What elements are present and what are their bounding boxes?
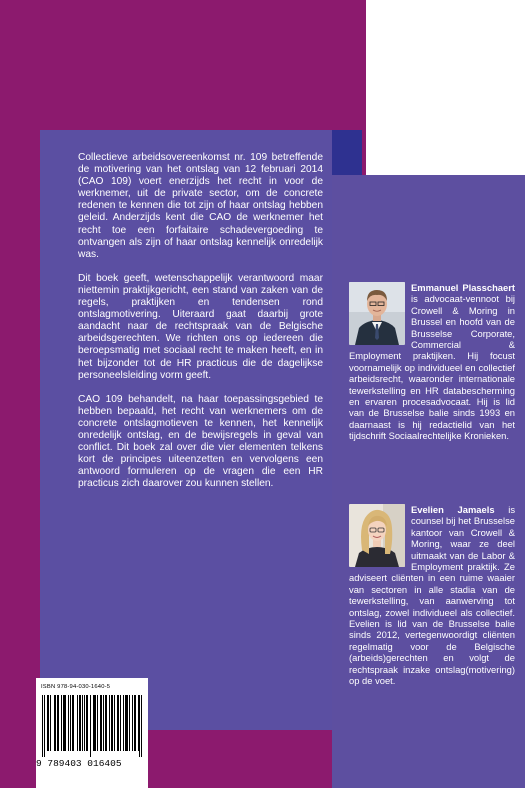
barcode-bar xyxy=(117,695,118,751)
barcode-bar xyxy=(64,695,65,751)
barcode-bar xyxy=(44,695,45,757)
barcode-bar xyxy=(103,695,104,751)
barcode-bar xyxy=(63,695,64,751)
top-right-white-area xyxy=(366,0,525,130)
barcode-bar xyxy=(90,695,91,757)
barcode-bar xyxy=(134,695,135,751)
barcode-bar xyxy=(80,695,81,751)
barcode-bar xyxy=(139,695,140,757)
blurb-paragraph-2: Dit boek geeft, wetenschappelijk verantwoord maar niettemin praktijkgericht, een stand van zaken van de regels, praktijken en tendensen rond ontslagmotivering. Uiteraard gaat daarbij grote aandacht naar de rechtspraak van de Belgische arbeidsgerechten. We richten ons op iedereen die beroepsmatig met sociaal recht te maken heeft, en in het bijzonder tot de HR practicus die de dagelijkse personeelsleiding vorm geeft. xyxy=(78,272,323,381)
barcode-bar xyxy=(106,695,107,751)
barcode-bar xyxy=(58,695,59,751)
barcode-bar xyxy=(97,695,98,751)
barcode-bar xyxy=(61,695,62,751)
barcode-bar xyxy=(111,695,112,751)
barcode-bar xyxy=(93,695,94,751)
isbn-barcode-label xyxy=(36,678,148,788)
barcode-bar xyxy=(65,695,66,751)
barcode-bar xyxy=(70,695,71,751)
barcode-bar xyxy=(109,695,110,751)
ean-digits: 9 789403 016405 xyxy=(36,758,122,769)
barcode-icon xyxy=(40,695,144,757)
barcode-bar xyxy=(125,695,126,751)
barcode-bar xyxy=(101,695,102,751)
barcode-bar xyxy=(126,695,127,751)
barcode-bar xyxy=(95,695,96,751)
barcode-bar xyxy=(112,695,113,751)
barcode-bar xyxy=(86,695,87,751)
isbn-text: ISBN 978-94-030-1640-5 xyxy=(41,684,111,690)
author-photo-man xyxy=(349,282,405,345)
barcode-bar xyxy=(82,695,83,751)
barcode-bar xyxy=(42,695,43,757)
barcode-bar xyxy=(57,695,58,751)
author-bio-jamaels xyxy=(349,504,515,687)
barcode-bar xyxy=(94,695,95,751)
barcode-bar xyxy=(73,695,74,751)
barcode-bar xyxy=(132,695,133,751)
barcode-bar xyxy=(114,695,115,751)
barcode-bar xyxy=(84,695,85,751)
back-cover-blurb xyxy=(78,152,323,502)
barcode-bar xyxy=(123,695,124,751)
barcode-bar xyxy=(127,695,128,751)
barcode-bar xyxy=(47,695,48,751)
barcode-bar xyxy=(50,695,51,751)
barcode-bar xyxy=(135,695,136,751)
barcode-bar xyxy=(129,695,130,751)
barcode-bar xyxy=(100,695,101,751)
author-name: Evelien Jamaels xyxy=(411,504,495,515)
barcode-bar xyxy=(87,695,88,751)
barcode-bar xyxy=(120,695,121,751)
barcode-bar xyxy=(105,695,106,751)
barcode-bar xyxy=(77,695,78,751)
barcode-bar xyxy=(68,695,69,751)
author-photo-woman xyxy=(349,504,405,567)
barcode-bar xyxy=(48,695,49,751)
barcode-bar xyxy=(118,695,119,751)
author-bio-text: is advocaat-vennoot bij Crowell & Moring in Brussel en hoofd van de Brusselse Corporate, Commercial & Employment praktijken. Hij focust voornamelijk op individueel en collectief arbeidsrecht, waaronder internationale tewerkstelling en HR databescherming en ervaren procesadvocaat. Hij is lid van de Brusselse balie sinds 1993 en daarnaast is hij redactielid van het tijdschrift Sociaalrechtelijke Kronieken. xyxy=(349,293,515,442)
barcode-bar xyxy=(72,695,73,751)
barcode-bar xyxy=(141,695,142,757)
author-bio-text: is counsel bij het Brusselse kantoor van Crowell & Moring, waar ze deel uitmaakt van de Labor & Employment praktijk. Ze adviseert cliënten in een ruime waaier van sectoren in alle stadia van de tewerkstelling, van aanwerving tot ontslag, zowel individueel als collectief. Evelien is lid van de Brusselse balie sinds 2012, vertegenwoordigt cliënten regelmatig voor de Belgische (arbeids)gerechten en volgt de rechtspraak inzake ontslag(motivering) op de voet. xyxy=(349,504,516,687)
barcode-bar xyxy=(138,695,139,751)
barcode-bar xyxy=(55,695,56,751)
author-bio-plasschaert xyxy=(349,282,515,442)
barcode-bar xyxy=(79,695,80,751)
navy-accent-strip xyxy=(332,130,362,175)
barcode-bar xyxy=(54,695,55,751)
blurb-paragraph-3: CAO 109 behandelt, na haar toepassingsgebied te hebben bepaald, het recht van werknemers om de concrete ontslagmotieven te kennen, het kennelijk onredelijk ontslag, en de bewijsregels in geval van conflict. Dit boek zal over die vier elementen telkens kort de principes uiteenzetten en vervolgens een antwoord formuleren op de vragen die een HR practicus zich daarover zou kunnen stellen. xyxy=(78,393,323,490)
blurb-paragraph-1: Collectieve arbeidsovereenkomst nr. 109 betreffende de motivering van het ontslag van 12 februari 2014 (CAO 109) voert enerzijds het recht in voor de werknemer, uit de private sector, om de concrete redenen te kennen die tot zijn of haar ontslag hebben geleid. Anderzijds kent die CAO de werknemer het recht toe een forfaitaire schadevergoeding te ontvangen als zijn of haar ontslag kennelijk onredelijk was. xyxy=(78,152,323,260)
author-name: Emmanuel Plasschaert xyxy=(411,282,515,293)
author-panel-background xyxy=(332,175,525,788)
